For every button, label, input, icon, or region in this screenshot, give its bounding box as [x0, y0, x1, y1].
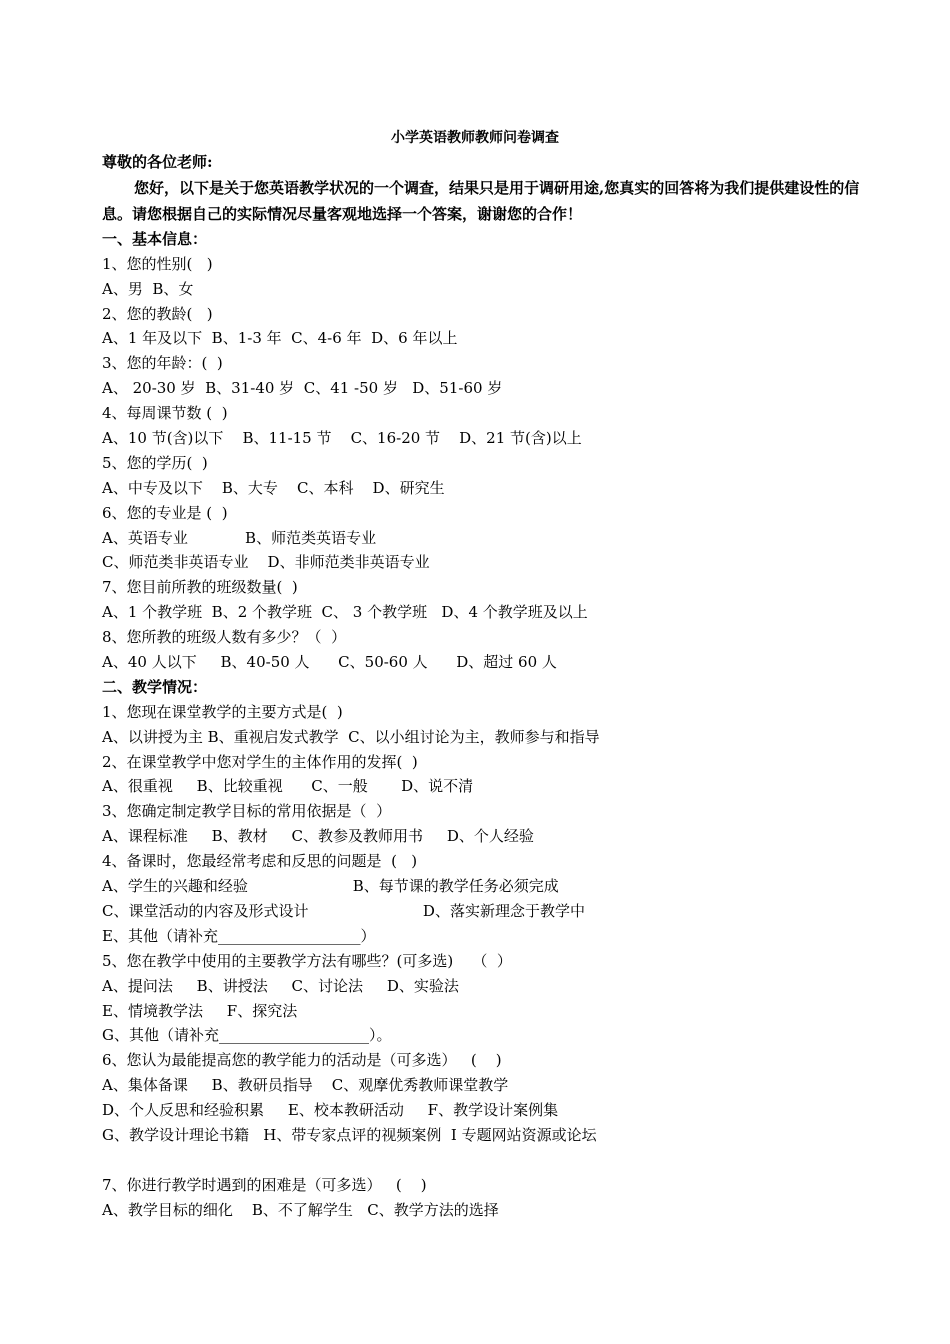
question-line: G、教学设计理论书籍 H、带专家点评的视频案例 I 专题网站资源或论坛: [102, 1125, 597, 1144]
section-basic-info: [102, 252, 862, 675]
question-line: A、10 节(含)以下 B、11-15 节 C、16-20 节 D、21 节(含)以上: [102, 429, 582, 448]
section-heading-basic-info: 一、基本信息：: [102, 229, 208, 248]
question-line: E、情境教学法 F、探究法: [102, 1001, 298, 1020]
question-line: A、以讲授为主 B、重视启发式教学 C、以小组讨论为主，教师参与和指导: [102, 727, 600, 746]
question-line: A、中专及以下 B、大专 C、本科 D、研究生: [102, 478, 445, 497]
questionnaire-body: [102, 150, 862, 1223]
question-line: D、个人反思和经验积累 E、校本教研活动 F、教学设计案例集: [102, 1101, 559, 1120]
question-line: A、男 B、女: [102, 279, 194, 298]
question-line: G、其他（请补充____________________）。: [102, 1026, 392, 1045]
question-line: 6、您认为最能提高您的教学能力的活动是（可多选） ( ): [102, 1051, 502, 1070]
question-line: A、集体备课 B、教研员指导 C、观摩优秀教师课堂教学: [102, 1076, 509, 1095]
question-line: C、课堂活动的内容及形式设计 D、落实新理念于教学中: [102, 901, 585, 920]
intro-paragraph: 您好，以下是关于您英语教学状况的一个调查，结果只是用于调研用途,您真实的回答将为我们提供建设性的信息。请您根据自己的实际情况尽量客观地选择一个答案，谢谢您的合作！: [102, 178, 860, 223]
question-line: 5、您的学历( ): [102, 453, 208, 472]
question-line: A、英语专业 B、师范类英语专业: [102, 528, 377, 547]
question-line: A、1 年及以下 B、1-3 年 C、4-6 年 D、6 年以上: [102, 329, 458, 348]
question-line: 1、您的性别( ): [102, 254, 213, 273]
question-line: 4、备课时，您最经常考虑和反思的问题是 ( ): [102, 852, 418, 871]
question-line: C、师范类非英语专业 D、非师范类非英语专业: [102, 553, 430, 572]
question-line: 4、每周课节数 ( ): [102, 404, 228, 423]
question-line: A、很重视 B、比较重视 C、一般 D、说不清: [102, 777, 474, 796]
question-line: A、 20-30 岁 B、31-40 岁 C、41 -50 岁 D、51-60 岁: [102, 379, 503, 398]
section-heading-teaching: 二、教学情况：: [102, 677, 208, 696]
question-line: E、其他（请补充___________________）: [102, 926, 376, 945]
question-line: 7、您目前所教的班级数量( ): [102, 578, 298, 597]
page-title: 小学英语教师教师问卷调查: [391, 130, 559, 146]
question-line: 3、您确定制定教学目标的常用依据是（ ）: [102, 802, 392, 821]
question-line: 3、您的年龄：( ): [102, 354, 223, 373]
greeting: 尊敬的各位老师:: [102, 153, 213, 171]
question-line: A、40 人以下 B、40-50 人 C、50-60 人 D、超过 60 人: [102, 653, 557, 672]
question-line: A、提问法 B、讲授法 C、讨论法 D、实验法: [102, 976, 459, 995]
question-line: 7、你进行教学时遇到的困难是（可多选） ( ): [102, 1175, 427, 1194]
blank-line: [102, 1148, 862, 1173]
question-line: 2、您的教龄( ): [102, 304, 213, 323]
section-teaching-part-b: [102, 1173, 862, 1223]
section-teaching-part-a: [102, 700, 862, 1148]
question-line: 8、您所教的班级人数有多少？（ ）: [102, 628, 347, 647]
question-line: 6、您的专业是 ( ): [102, 503, 228, 522]
question-line: 1、您现在课堂教学的主要方式是( ): [102, 702, 343, 721]
question-line: 5、您在教学中使用的主要教学方法有哪些？(可多选) （ ）: [102, 951, 512, 970]
question-line: A、课程标准 B、教材 C、教参及教师用书 D、个人经验: [102, 827, 534, 846]
question-line: A、1 个教学班 B、2 个教学班 C、 3 个教学班 D、4 个教学班及以上: [102, 603, 588, 622]
question-line: A、教学目标的细化 B、不了解学生 C、教学方法的选择: [102, 1200, 499, 1219]
question-line: A、学生的兴趣和经验 B、每节课的教学任务必须完成: [102, 877, 559, 896]
question-line: 2、在课堂教学中您对学生的主体作用的发挥( ): [102, 752, 418, 771]
